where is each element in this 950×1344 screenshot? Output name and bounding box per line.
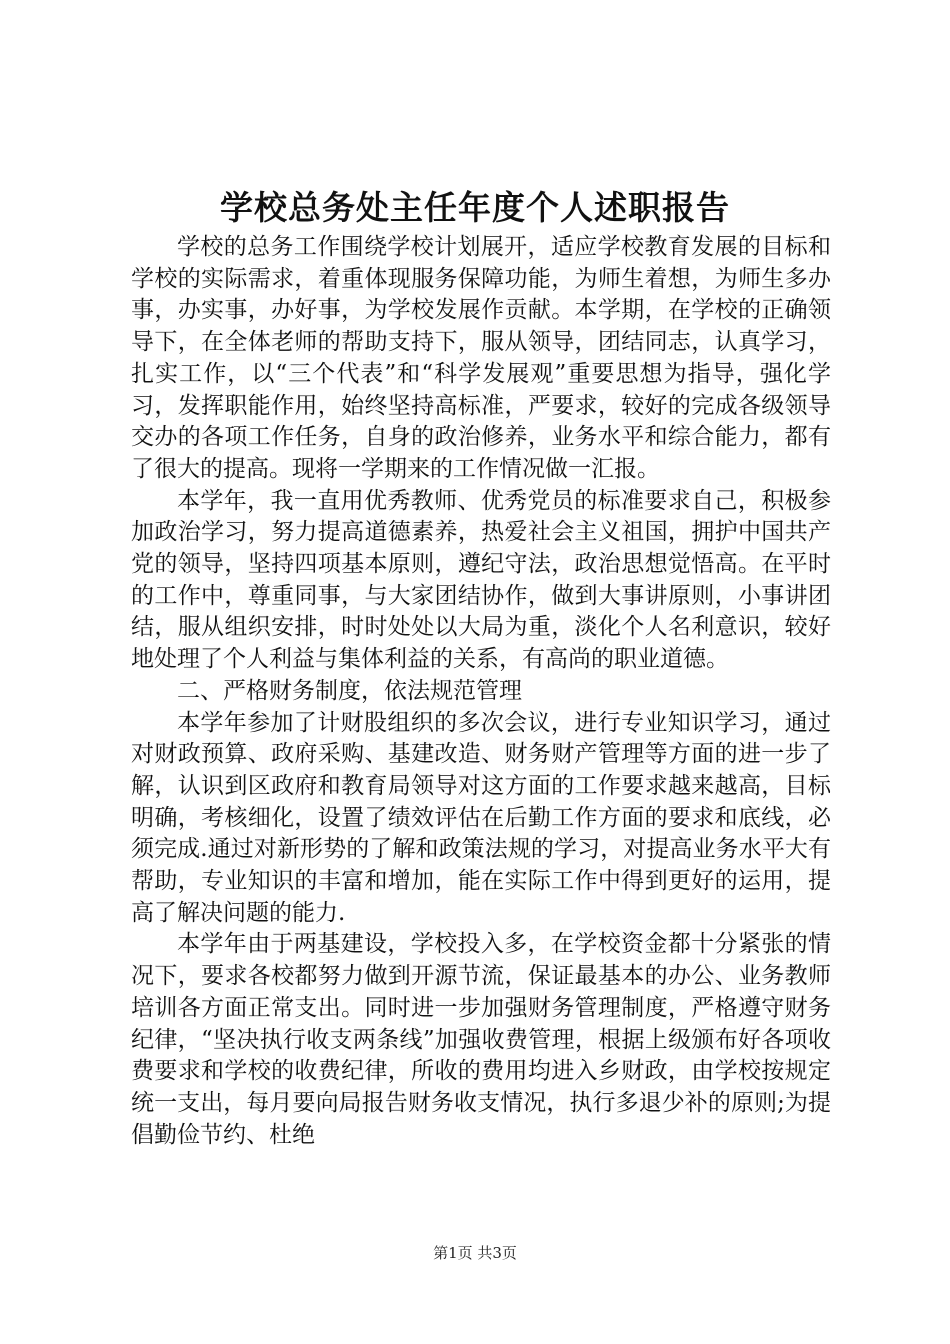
document-title: 学校总务处主任年度个人述职报告 — [220, 188, 730, 227]
page-footer: 第1页 共3页 — [433, 1244, 517, 1262]
paragraph-intro: 学校的总务工作围绕学校计划展开，适应学校教育发展的目标和学校的实际需求，着重体现服务保障功能，为师生着想，为师生多办事，办实事，办好事，为学校发展作贡献。本学期，在学校的正确领导下，在全体老师的帮助支持下，服从领导，团结同志，认真学习，扎实工作，以“三个代表”和“科学发展观”重要思想为指导，强化学习，发挥职能作用，始终坚持高标准，严要求，较好的完成各级领导交办的各项工作任务，自身的政治修养，业务水平和综合能力，都有了很大的提高。现将一学期来的工作情况做一汇报。 — [131, 234, 831, 482]
paragraph-finance: 本学年由于两基建设，学校投入多，在学校资金都十分紧张的情况下，要求各校都努力做到开源节流，保证最基本的办公、业务教师培训各方面正常支出。同时进一步加强财务管理制度，严格遵守财务纪律，“坚决执行收支两条线”加强收费管理，根据上级颁布好各项收费要求和学校的收费纪律，所收的费用均进入乡财政，由学校按规定统一支出，每月要向局报告财务收支情况，执行多退少补的原则;为提倡勤俭节约、杜绝 — [131, 931, 831, 1148]
paragraph-political: 本学年，我一直用优秀教师、优秀党员的标准要求自己，积极参加政治学习，努力提高道德素养，热爱社会主义祖国，拥护中国共产党的领导，坚持四项基本原则，遵纪守法，政治思想觉悟高。在平时的工作中，尊重同事，与大家团结协作，做到大事讲原则，小事讲团结，服从组织安排，时时处处以大局为重，淡化个人名利意识，较好地处理了个人利益与集体利益的关系，有高尚的职业道德。 — [131, 487, 831, 673]
paragraph-study: 本学年参加了计财股组织的多次会议，进行专业知识学习，通过对财政预算、政府采购、基建改造、财务财产管理等方面的进一步了解，认识到区政府和教育局领导对这方面的工作要求越来越高，目标明确，考核细化，设置了绩效评估在后勤工作方面的要求和底线，必须完成.通过对新形势的了解和政策法规的学习，对提高业务水平大有帮助，专业知识的丰富和增加，能在实际工作中得到更好的运用，提高了解决问题的能力. — [131, 709, 831, 926]
document-body — [131, 232, 831, 1151]
section-heading-finance: 二、严格财务制度，依法规范管理 — [177, 677, 522, 704]
